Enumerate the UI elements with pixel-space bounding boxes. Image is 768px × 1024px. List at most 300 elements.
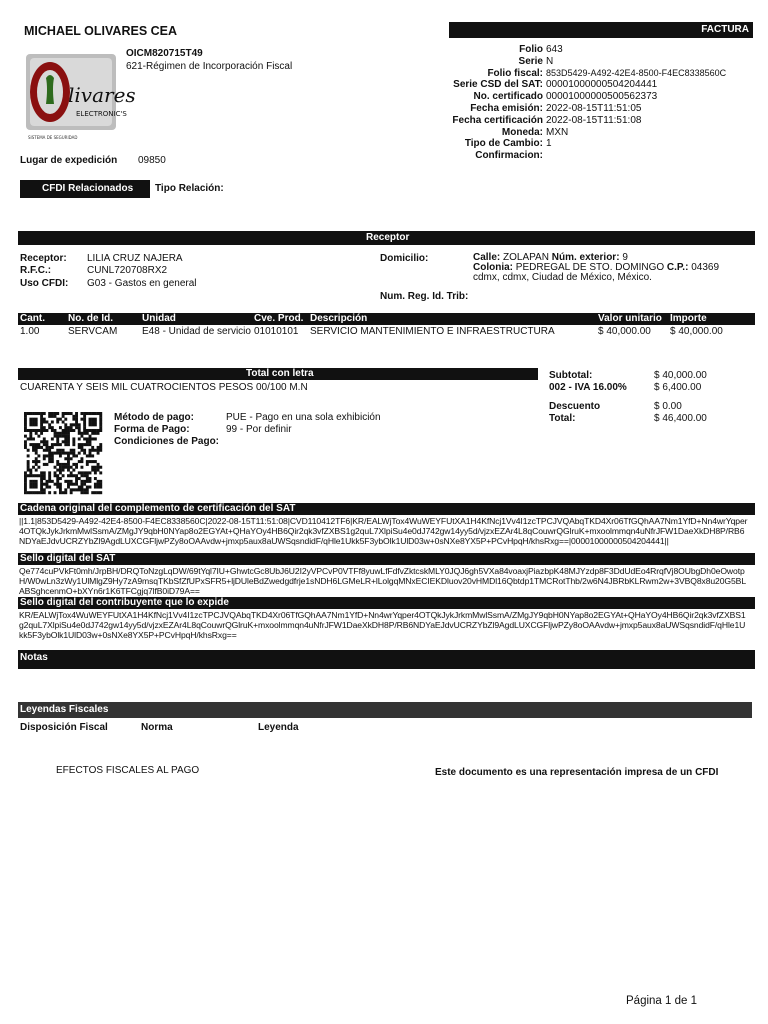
qr-module (62, 432, 65, 435)
qr-module (56, 435, 59, 438)
qr-module (86, 412, 89, 415)
qr-module (51, 429, 54, 432)
qr-module (97, 483, 100, 486)
receptor-label: Receptor: (20, 253, 67, 264)
qr-module (64, 491, 67, 494)
qr-module (59, 463, 62, 466)
qr-module (86, 471, 89, 474)
qr-module (97, 446, 100, 449)
qr-module (83, 480, 86, 483)
qr-module (83, 420, 86, 423)
qr-module (86, 463, 89, 466)
qr-module (24, 415, 27, 418)
forma-pago-value: 99 - Por definir (226, 424, 292, 435)
qr-module (80, 418, 83, 421)
qr-module (70, 449, 73, 452)
norma-label: Norma (141, 722, 173, 733)
qr-module (51, 412, 54, 415)
qr-module (35, 460, 38, 463)
qr-module (62, 491, 65, 494)
qr-module (56, 440, 59, 443)
qr-module (75, 426, 78, 429)
qr-module (89, 435, 92, 438)
qr-module (91, 446, 94, 449)
qr-module (51, 443, 54, 446)
qr-module (72, 469, 75, 472)
qr-module (56, 443, 59, 446)
qr-module (48, 457, 51, 460)
qr-module (32, 483, 35, 486)
qr-module (99, 446, 102, 449)
qr-module (48, 412, 51, 415)
qr-module (24, 423, 27, 426)
qr-module (43, 437, 46, 440)
qr-module (78, 437, 81, 440)
qr-module (27, 429, 30, 432)
qr-module (89, 449, 92, 452)
qr-module (83, 449, 86, 452)
qr-module (72, 449, 75, 452)
qr-module (97, 480, 100, 483)
qr-module (64, 437, 67, 440)
svg-text:ELECTRONIC'S: ELECTRONIC'S (76, 110, 127, 118)
qr-module (94, 437, 97, 440)
qr-module (24, 420, 27, 423)
qr-module (64, 429, 67, 432)
qr-module (54, 429, 57, 432)
qr-module (70, 457, 73, 460)
qr-module (62, 420, 65, 423)
uso-cfdi-label: Uso CFDI: (20, 278, 69, 289)
qr-module (75, 480, 78, 483)
qr-module (59, 471, 62, 474)
qr-module (89, 429, 92, 432)
qr-module (64, 412, 67, 415)
qr-module (70, 474, 73, 477)
qr-module (59, 426, 62, 429)
qr-module (46, 463, 49, 466)
qr-module (62, 469, 65, 472)
qr-module (99, 483, 102, 486)
qr-module (78, 471, 81, 474)
metodo-pago-label: Método de pago: (114, 412, 194, 423)
sello-cfdi-bar: Sello digital del contribuyente que lo expide (18, 597, 755, 609)
qr-module (59, 452, 62, 455)
qr-module (99, 423, 102, 426)
qr-module (56, 452, 59, 455)
qr-module (83, 474, 86, 477)
qr-module (67, 483, 70, 486)
qr-module (86, 491, 89, 494)
qr-module (78, 429, 81, 432)
factura-bar (449, 22, 753, 38)
qr-module (67, 452, 70, 455)
items-header: Cant. No. de Id. Unidad Cve. Prod. Descripción Valor unitario Importe (18, 313, 755, 325)
qr-module (94, 483, 97, 486)
qr-module (54, 466, 57, 469)
qr-module (48, 426, 51, 429)
qr-module (59, 469, 62, 472)
qr-module (51, 446, 54, 449)
qr-module (83, 491, 86, 494)
qr-module (99, 420, 102, 423)
qr-module (29, 471, 32, 474)
qr-module (64, 435, 67, 438)
qr-module (27, 463, 30, 466)
qr-module (72, 415, 75, 418)
domicilio-label: Domicilio: (380, 253, 429, 264)
qr-module (62, 449, 65, 452)
qr-module (40, 486, 43, 489)
qr-module (29, 443, 32, 446)
qr-module (80, 471, 83, 474)
qr-module (46, 483, 49, 486)
qr-module (43, 440, 46, 443)
qr-module (51, 415, 54, 418)
qr-module (89, 454, 92, 457)
leyenda-label: Leyenda (258, 722, 299, 733)
qr-module (83, 426, 86, 429)
qr-module (75, 454, 78, 457)
qr-module (89, 480, 92, 483)
qr-module (91, 420, 94, 423)
qr-module (27, 469, 30, 472)
qr-module (43, 429, 46, 432)
qr-module (83, 452, 86, 455)
qr-module (54, 491, 57, 494)
qr-module (99, 418, 102, 421)
qr-module (35, 429, 38, 432)
qr-module (89, 412, 92, 415)
qr-module (54, 412, 57, 415)
representacion-impresa: Este documento es una representación impresa de un CFDI (435, 767, 719, 778)
qr-module (29, 432, 32, 435)
qr-module (35, 480, 38, 483)
qr-module (86, 480, 89, 483)
qr-module (24, 435, 27, 438)
qr-module (54, 471, 57, 474)
qr-module (94, 477, 97, 480)
qr-module (27, 437, 30, 440)
qr-module (72, 452, 75, 455)
sello-sat-text: Qe774cuPVkFt0mh/JrpBH/DRQToNzgLqDW/69tYql7IU+GhwtcGc8UbJ6U2I2yVPCvP0VTFf8yuwLfFdfvZktcskMLY0JQJ6gh5VXa84voaxjPiazbpK48MJYzdp8F3DdUdEo4RrqfVj8OUbgDh0eOwotpH/W0wLn3zWy1UlMlgZ9Hy7zA9msqTKbSfZfUPxSFR5+ljDUleBdZwedgdfrje1sNDH6LGMeLR+lLolgqMNxECIEKDluov20vHMDl16Qbtdp1TMCRotThb/2w6N4JBRbKLRwm2w+3VBQ8x8u20G5BLABSghcenmO+bXYn6r1K6TFCgjq7lfB0iD79A== (19, 566, 746, 596)
cfdi-relacionados-bar: CFDI Relacionados (20, 180, 150, 198)
qr-module (70, 423, 73, 426)
descuento-value: $ 0.00 (654, 401, 682, 412)
qr-module (48, 480, 51, 483)
qr-module (89, 418, 92, 421)
qr-module (46, 486, 49, 489)
qr-module (99, 449, 102, 452)
qr-module (94, 491, 97, 494)
qr-module (24, 488, 27, 491)
receptor-bar: Receptor (18, 231, 755, 245)
qr-code (24, 412, 102, 494)
qr-module (37, 466, 40, 469)
qr-module (67, 486, 70, 489)
qr-module (97, 452, 100, 455)
qr-module (59, 418, 62, 421)
qr-module (35, 483, 38, 486)
qr-module (56, 474, 59, 477)
qr-module (86, 429, 89, 432)
qr-module (24, 474, 27, 477)
qr-module (99, 480, 102, 483)
qr-module (70, 483, 73, 486)
qr-module (70, 491, 73, 494)
qr-module (67, 457, 70, 460)
qr-module (27, 474, 30, 477)
qr-module (43, 463, 46, 466)
qr-module (89, 452, 92, 455)
qr-module (59, 443, 62, 446)
qr-module (54, 415, 57, 418)
qr-module (94, 432, 97, 435)
qr-module (24, 426, 27, 429)
qr-module (51, 437, 54, 440)
qr-module (75, 466, 78, 469)
subtotal-value: $ 40,000.00 (654, 370, 707, 381)
qr-module (70, 429, 73, 432)
iva-value: $ 6,400.00 (654, 382, 702, 393)
qr-module (97, 412, 100, 415)
qr-module (94, 423, 97, 426)
receptor-value: LILIA CRUZ NAJERA (87, 253, 183, 264)
qr-module (64, 443, 67, 446)
qr-module (48, 454, 51, 457)
qr-module (29, 437, 32, 440)
qr-module (64, 423, 67, 426)
qr-module (72, 474, 75, 477)
place-label: Lugar de expedición (20, 155, 118, 166)
qr-module (70, 452, 73, 455)
qr-module (94, 471, 97, 474)
qr-module (91, 429, 94, 432)
qr-module (24, 443, 27, 446)
qr-module (32, 420, 35, 423)
qr-module (80, 488, 83, 491)
issuer-rfc: OICM820715T49 (126, 48, 203, 59)
qr-module (86, 440, 89, 443)
total-letra-value: CUARENTA Y SEIS MIL CUATROCIENTOS PESOS 00/100 M.N (20, 382, 308, 393)
qr-module (70, 426, 73, 429)
qr-module (46, 440, 49, 443)
qr-module (29, 418, 32, 421)
qr-module (72, 454, 75, 457)
qr-module (75, 418, 78, 421)
qr-module (86, 454, 89, 457)
qr-module (64, 463, 67, 466)
qr-module (75, 423, 78, 426)
qr-module (48, 423, 51, 426)
qr-module (24, 486, 27, 489)
qr-module (89, 471, 92, 474)
qr-module (97, 469, 100, 472)
qr-module (80, 449, 83, 452)
qr-module (40, 491, 43, 494)
qr-module (75, 463, 78, 466)
qr-module (43, 454, 46, 457)
qr-module (83, 412, 86, 415)
qr-module (51, 457, 54, 460)
qr-module (75, 474, 78, 477)
qr-module (72, 418, 75, 421)
qr-module (40, 477, 43, 480)
header-fields: Folio 643 Serie N Folio fiscal: 853D5429-A492-42E4-8500-F4EC8338560C Serie CSD del SAT: 00001000000504204441 No. certificado 00001000000500562373 Fecha emisión: 2022-08-15T11:51:05 Fecha certificación 2022-08-15T11:51:08 Moneda: MXN Tipo de Cambio: 1 Confirmacion: (452, 44, 727, 162)
qr-module (89, 486, 92, 489)
qr-module (43, 418, 46, 421)
qr-module (32, 486, 35, 489)
qr-module (64, 418, 67, 421)
qr-module (40, 488, 43, 491)
qr-module (78, 423, 81, 426)
qr-module (94, 486, 97, 489)
qr-module (29, 486, 32, 489)
total-letra-bar: Total con letra (18, 368, 538, 380)
qr-module (83, 418, 86, 421)
qr-module (97, 449, 100, 452)
qr-module (83, 483, 86, 486)
qr-module (78, 452, 81, 455)
qr-module (80, 435, 83, 438)
qr-module (86, 443, 89, 446)
qr-module (27, 460, 30, 463)
qr-module (56, 469, 59, 472)
qr-module (78, 443, 81, 446)
qr-module (24, 429, 27, 432)
qr-module (32, 474, 35, 477)
qr-module (97, 466, 100, 469)
qr-module (72, 429, 75, 432)
qr-module (29, 483, 32, 486)
qr-module (46, 420, 49, 423)
qr-module (56, 483, 59, 486)
qr-module (64, 457, 67, 460)
qr-module (29, 469, 32, 472)
qr-module (80, 432, 83, 435)
qr-module (94, 412, 97, 415)
qr-module (80, 466, 83, 469)
qr-module (54, 452, 57, 455)
qr-module (89, 477, 92, 480)
qr-module (94, 420, 97, 423)
qr-module (80, 460, 83, 463)
qr-module (83, 488, 86, 491)
qr-module (54, 443, 57, 446)
qr-module (94, 429, 97, 432)
qr-module (86, 460, 89, 463)
qr-module (40, 415, 43, 418)
qr-module (78, 432, 81, 435)
qr-module (67, 469, 70, 472)
qr-module (40, 423, 43, 426)
qr-module (46, 429, 49, 432)
qr-module (29, 429, 32, 432)
qr-module (32, 429, 35, 432)
qr-module (54, 432, 57, 435)
qr-module (35, 469, 38, 472)
qr-module (56, 432, 59, 435)
qr-module (89, 443, 92, 446)
qr-module (89, 420, 92, 423)
qr-module (67, 466, 70, 469)
qr-module (43, 457, 46, 460)
qr-module (86, 432, 89, 435)
qr-module (83, 471, 86, 474)
qr-module (62, 463, 65, 466)
qr-module (97, 432, 100, 435)
qr-module (91, 454, 94, 457)
qr-module (40, 420, 43, 423)
qr-module (37, 460, 40, 463)
qr-module (67, 480, 70, 483)
qr-module (67, 429, 70, 432)
qr-module (24, 412, 27, 415)
forma-pago-label: Forma de Pago: (114, 424, 190, 435)
qr-module (29, 480, 32, 483)
qr-module (37, 429, 40, 432)
table-row: 1.00 SERVCAM E48 - Unidad de servicio 01010101 SERVICIO MANTENIMIENTO E INFRAESTRUCTURA $ 40,000.00 $ 40,000.00 (20, 326, 723, 337)
qr-module (97, 463, 100, 466)
qr-module (43, 471, 46, 474)
svg-text:livares: livares (68, 83, 136, 107)
qr-module (56, 477, 59, 480)
qr-module (27, 412, 30, 415)
qr-module (43, 426, 46, 429)
place-value: 09850 (138, 155, 166, 166)
qr-module (46, 454, 49, 457)
qr-module (91, 449, 94, 452)
qr-module (37, 446, 40, 449)
qr-module (64, 452, 67, 455)
qr-module (72, 443, 75, 446)
qr-module (40, 432, 43, 435)
qr-module (62, 415, 65, 418)
qr-module (94, 466, 97, 469)
qr-module (59, 486, 62, 489)
qr-module (40, 474, 43, 477)
svg-text:SISTEMA DE SEGURIDAD: SISTEMA DE SEGURIDAD (28, 135, 78, 140)
qr-module (91, 460, 94, 463)
qr-module (27, 466, 30, 469)
qr-module (46, 443, 49, 446)
total-value: $ 46,400.00 (654, 413, 707, 424)
qr-module (86, 486, 89, 489)
qr-module (24, 480, 27, 483)
qr-module (75, 412, 78, 415)
qr-module (43, 412, 46, 415)
qr-module (67, 463, 70, 466)
qr-module (83, 429, 86, 432)
qr-module (54, 483, 57, 486)
qr-module (56, 460, 59, 463)
qr-module (78, 486, 81, 489)
qr-module (67, 474, 70, 477)
qr-module (91, 432, 94, 435)
qr-module (56, 437, 59, 440)
qr-module (67, 460, 70, 463)
qr-module (54, 474, 57, 477)
qr-module (48, 415, 51, 418)
qr-module (78, 426, 81, 429)
qr-module (97, 429, 100, 432)
sello-sat-bar: Sello digital del SAT (18, 553, 755, 565)
qr-module (29, 491, 32, 494)
company-logo (24, 50, 136, 142)
qr-module (59, 432, 62, 435)
qr-module (32, 446, 35, 449)
qr-module (62, 466, 65, 469)
